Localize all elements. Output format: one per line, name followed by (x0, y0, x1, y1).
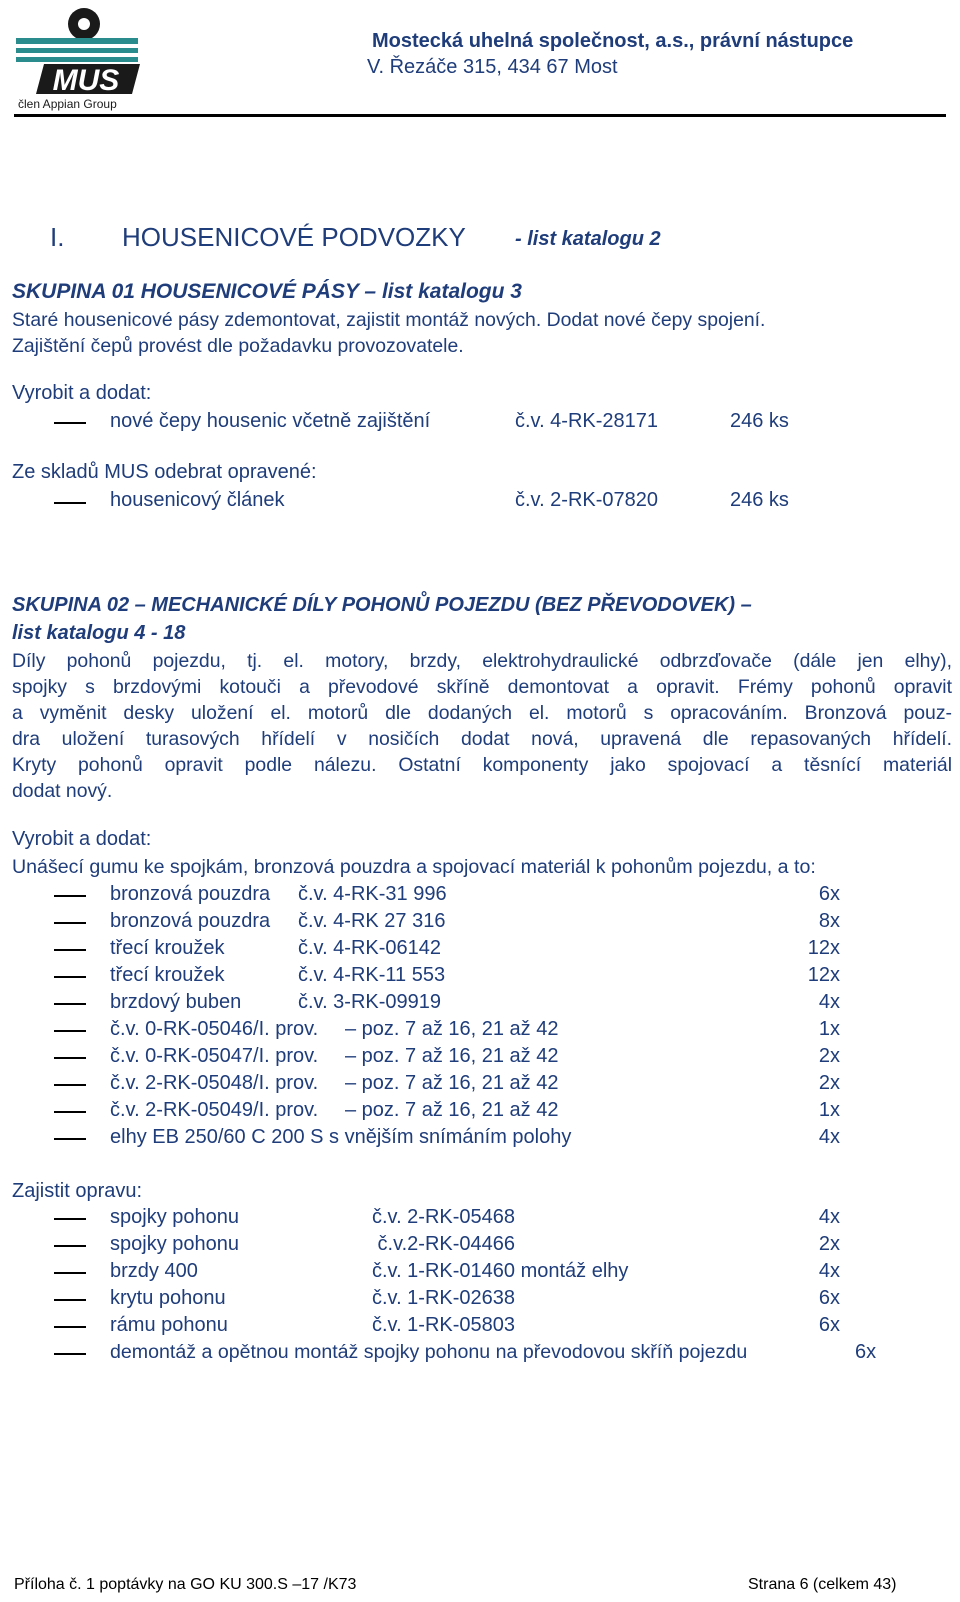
group-02-title-line-2: list katalogu 4 - 18 (12, 622, 186, 644)
group-01-line-2: Zajištění čepů provést dle požadavku provozovatele. (12, 335, 464, 357)
item-qty: 4x (818, 991, 840, 1013)
list-dash (54, 422, 86, 424)
list-dash (54, 1218, 86, 1220)
list-dash (54, 1353, 86, 1355)
item-cv: č.v. 4-RK-28171 (515, 410, 659, 432)
list-dash (54, 1030, 86, 1032)
item-cv: č.v. 1-RK-01460 montáž elhy (372, 1260, 629, 1282)
group-02-paragraph-line: Díly pohonů pojezdu, tj. el. motory, brzdy, elektrohydraulické odbrzďovače (dále jen elhy), (12, 650, 952, 672)
logo-subtitle: člen Appian Group (18, 97, 117, 111)
item-name: bronzová pouzdra (110, 910, 271, 932)
logo-text: MUS (52, 64, 120, 97)
item-name: brzdový buben (110, 991, 242, 1013)
item-cv: č.v. 3-RK-09919 (298, 991, 442, 1013)
header-divider (14, 114, 946, 117)
group-02-paragraph-line: Kryty pohonů opravit podle nálezu. Ostatní komponenty jako spojovací a těsnící materiál (12, 754, 952, 776)
list-dash (54, 1003, 86, 1005)
item-qty: 2x (818, 1045, 840, 1067)
item-name: spojky pohonu (110, 1206, 239, 1228)
item-cv: – poz. 7 až 16, 21 až 42 (345, 1099, 559, 1121)
item-qty: 246 ks (730, 489, 789, 511)
item-name: č.v. 2-RK-05049/I. prov. (110, 1099, 319, 1121)
list-dash (54, 922, 86, 924)
item-name: č.v. 2-RK-05048/I. prov. (110, 1072, 319, 1094)
item-cv: č.v. 4-RK-11 553 (298, 964, 446, 986)
item-cv: č.v. 1-RK-02638 (372, 1287, 516, 1309)
company-name: Mostecká uhelná společnost, a.s., právní nástupce (372, 30, 854, 52)
item-name: krytu pohonu (110, 1287, 226, 1309)
item-cv: č.v. 2-RK-07820 (515, 489, 659, 511)
group-02-paragraph-line: spojky s brzdovými kotouči a převodové skříně demontovat a opravit. Frémy pohonů opravit (12, 676, 952, 698)
group-02-paragraph-line: dodat nový. (12, 780, 113, 802)
group-02-title-line-1: SKUPINA 02 – MECHANICKÉ DÍLY POHONŮ POJEZDU (BEZ PŘEVODOVEK) – (12, 594, 752, 616)
section-number: I. (50, 222, 65, 252)
list-dash (54, 1272, 86, 1274)
page-number: Strana 6 (celkem 43) (748, 1576, 897, 1593)
footer-reference: Příloha č. 1 poptávky na GO KU 300.S –17 /K73 (14, 1576, 357, 1593)
item-name: nové čepy housenic včetně zajištění (110, 410, 431, 432)
item-name: třecí kroužek (110, 937, 225, 959)
list-dash (54, 895, 86, 897)
item-qty: 246 ks (730, 410, 789, 432)
item-name: třecí kroužek (110, 964, 225, 986)
item-name: demontáž a opětnou montáž spojky pohonu na převodovou skříň pojezdu (110, 1341, 748, 1363)
list-dash (54, 949, 86, 951)
list-dash (54, 1057, 86, 1059)
group-01-store-heading: Ze skladů MUS odebrat opravené: (12, 461, 317, 483)
group-01-line-1: Staré housenicové pásy zdemontovat, zajistit montáž nových. Dodat nové čepy spojení. (12, 309, 766, 331)
item-cv: – poz. 7 až 16, 21 až 42 (345, 1072, 559, 1094)
item-qty: 12x (807, 964, 840, 986)
item-name: č.v. 0-RK-05047/I. prov. (110, 1045, 319, 1067)
item-qty: 4x (818, 1206, 840, 1228)
section-heading: HOUSENICOVÉ PODVOZKY (122, 222, 466, 252)
item-cv: – poz. 7 až 16, 21 až 42 (345, 1018, 559, 1040)
item-qty: 2x (818, 1072, 840, 1094)
group-02-paragraph-line: a vyměnit desky uložení el. motorů dle dodaných el. motorů s opracováním. Bronzová pouz- (12, 702, 952, 724)
item-qty: 1x (818, 1099, 840, 1121)
group-01-title: SKUPINA 01 HOUSENICOVÉ PÁSY – list katalogu 3 (12, 280, 522, 303)
item-qty: 2x (818, 1233, 840, 1255)
item-cv: č.v. 4-RK 27 316 (298, 910, 446, 932)
group-02-paragraph-line: dra uložení turasových hřídelí v nosičích dodat nová, upravená dle repasovaných hřídelí. (12, 728, 952, 750)
item-name: č.v. 0-RK-05046/I. prov. (110, 1018, 319, 1040)
group-02-make-intro: Unášecí gumu ke spojkám, bronzová pouzdra a spojovací materiál k pohonům pojezdu, a to: (12, 856, 816, 878)
item-name: elhy EB 250/60 C 200 S s vnějším snímáním polohy (110, 1126, 572, 1148)
group-01-make-heading: Vyrobit a dodat: (12, 382, 152, 404)
item-cv: č.v. 4-RK-06142 (298, 937, 442, 959)
item-qty: 6x (818, 1287, 840, 1309)
item-cv: č.v. 2-RK-05468 (372, 1206, 516, 1228)
item-name: bronzová pouzdra (110, 883, 271, 905)
list-dash (54, 1084, 86, 1086)
list-dash (54, 1326, 86, 1328)
list-dash (54, 976, 86, 978)
list-dash (54, 1245, 86, 1247)
group-02-repair-heading: Zajistit opravu: (12, 1180, 143, 1202)
item-qty: 1x (818, 1018, 840, 1040)
item-cv: č.v. 4-RK-31 996 (298, 883, 447, 905)
list-dash (54, 1138, 86, 1140)
list-dash (54, 502, 86, 504)
item-qty: 6x (818, 883, 840, 905)
mus-logo (14, 2, 142, 114)
item-name: rámu pohonu (110, 1314, 228, 1336)
item-qty: 4x (818, 1260, 840, 1282)
list-dash (54, 1299, 86, 1301)
list-dash (54, 1111, 86, 1113)
item-qty: 6x (818, 1314, 840, 1336)
item-cv: – poz. 7 až 16, 21 až 42 (345, 1045, 559, 1067)
item-cv: č.v. 1-RK-05803 (372, 1314, 516, 1336)
section-catalog-ref: - list katalogu 2 (515, 228, 661, 250)
item-qty: 6x (855, 1341, 877, 1363)
item-qty: 12x (807, 937, 840, 959)
company-address: V. Řezáče 315, 434 67 Most (367, 56, 618, 78)
item-name: housenicový článek (110, 489, 285, 511)
item-name: brzdy 400 (110, 1260, 198, 1282)
item-cv: č.v.2-RK-04466 (372, 1233, 516, 1255)
group-02-make-heading: Vyrobit a dodat: (12, 828, 152, 850)
item-qty: 4x (818, 1126, 840, 1148)
item-name: spojky pohonu (110, 1233, 239, 1255)
item-qty: 8x (818, 910, 840, 932)
